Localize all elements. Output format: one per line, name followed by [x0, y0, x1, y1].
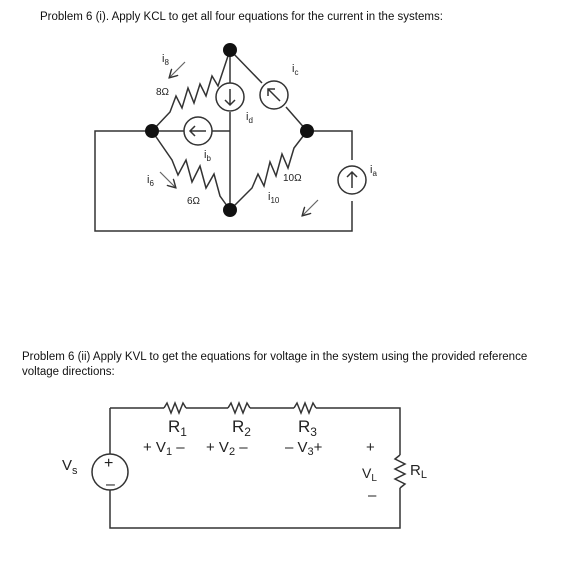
arrow-i6-icon [160, 172, 175, 187]
svg-text:+: + [104, 455, 114, 472]
current-source-ia [338, 166, 366, 194]
resistor-r1 [164, 403, 186, 413]
label-r10: 10Ω [283, 173, 302, 184]
problem-1-text: Problem 6 (i). Apply KCL to get all four equations for the current in the systems: [40, 11, 443, 23]
label-i10: $i_{10}$ [268, 191, 280, 205]
label-vl: $V_L$ [362, 465, 377, 484]
resistor-rl [395, 455, 405, 488]
resistor-r2 [228, 403, 250, 413]
label-v3: – $V_3+$ [285, 439, 323, 458]
node-bottom [223, 203, 237, 217]
label-id: $i_d$ [246, 111, 253, 125]
label-i6: $i_6$ [147, 174, 154, 188]
kvl-circuit [110, 403, 405, 528]
label-r8: 8Ω [156, 87, 170, 98]
label-load-minus: – [368, 487, 377, 504]
current-source-ic [260, 81, 288, 109]
label-r1: $R_1$ [168, 417, 187, 439]
label-ib: $i_b$ [204, 149, 211, 163]
label-load-plus: + [366, 439, 375, 456]
label-v1: + $V_1$ – [143, 439, 185, 458]
node-top [223, 43, 237, 57]
node-left [145, 124, 159, 138]
wire-right [307, 131, 352, 160]
current-source-id [216, 83, 244, 111]
svg-text:–: – [106, 476, 115, 493]
label-rl: $R_L$ [410, 462, 427, 481]
node-right [300, 124, 314, 138]
arrow-i8-icon [170, 62, 185, 77]
arrow-i10-icon [303, 200, 318, 215]
wire-left [110, 408, 400, 528]
label-ic: $i_c$ [292, 63, 299, 77]
label-ia: $i_a$ [370, 164, 377, 178]
label-vs: $V_s$ [62, 457, 78, 477]
current-source-ib [184, 117, 212, 145]
label-r3: $R_3$ [298, 417, 317, 439]
label-i8: $i_8$ [162, 53, 169, 67]
label-r6: 6Ω [187, 196, 201, 207]
problem-2-text: Problem 6 (ii) Apply KVL to get the equations for voltage in the system using the provided reference voltage directions: [22, 351, 528, 378]
label-v2: + $V_2$ – [206, 439, 248, 458]
label-r2: $R_2$ [232, 417, 251, 439]
voltage-source-vs [92, 454, 128, 493]
resistor-r3 [294, 403, 316, 413]
wire-left [95, 131, 352, 231]
